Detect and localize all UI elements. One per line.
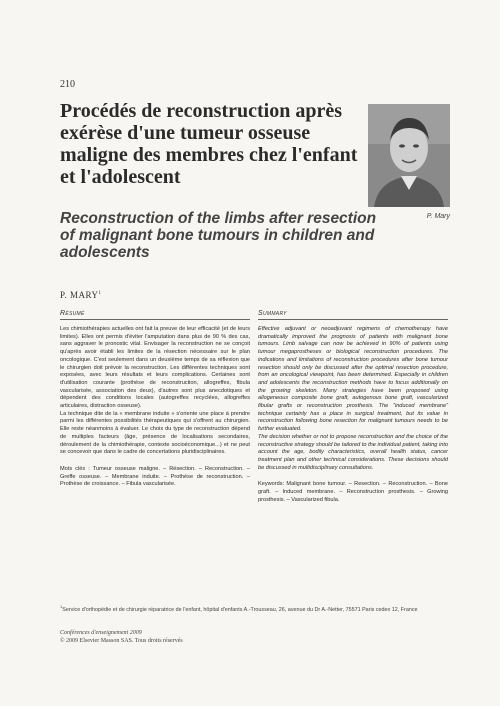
article-title-french: Procédés de reconstruction après exérèse d'une tumeur osseuse maligne des membres chez l'enfant et l'adolescent <box>60 100 358 188</box>
resume-paragraph: La technique dite de la « membrane induite » s'oriente une place à prendre parmi les différentes possibilités thérapeutiques qui s'offrent au chirurgien. Elle reste néanmoins à évaluer. Le choix du type de reconstruction dépend de multiples facteurs (âge, présence de localisations secondaires, déroulement de la chimiothérapie, contexte socioéconomique...) et ne peut se concevoir que dans le cadre de concertations pluridisciplinaires. <box>60 410 250 456</box>
affiliation-footnote <box>60 603 455 614</box>
resume-keywords: Mots clés : Tumeur osseuse maligne. – Résection. – Reconstruction. – Greffe osseuse. – Membrane induite. – Prothèse de reconstruction. – Prothèse de croissance. – Fibula vascularisée. <box>60 465 250 488</box>
summary-paragraph: The decision whether or not to propose reconstruction and the choice of the reconstructive strategy should be tailored to the individual patient, taking into account the age, bodily characteristics, overall health status, cancer treatment plan and other technical considerations. These decisions should be discussed in multidisciplinary consultations. <box>258 433 448 471</box>
summary-heading: Summary <box>258 310 448 320</box>
summary-column <box>258 326 448 504</box>
author-byline <box>60 290 102 300</box>
author-photo <box>368 104 450 207</box>
resume-heading: Résumé <box>60 310 250 320</box>
author-portrait-icon <box>368 104 450 207</box>
summary-keywords: Keywords: Malignant bone tumour. – Resection. – Reconstruction. – Bone graft. – Induced membrane. – Reconstruction prosthesis. – Growing prosthesis. – Vascularized fibula. <box>258 481 448 503</box>
affiliation-text: Service d'orthopédie et de chirurgie réparatrice de l'enfant, hôpital d'enfants A.-Trousseau, 26, avenue du Dr A.-Netter, 75571 Paris cedex 12, France <box>62 606 418 613</box>
summary-paragraph: Effective adjuvant or neoadjuvant regimens of chemotherapy have dramatically improved the prognosis of patients with malignant bone tumours. Limb salvage can now be achieved in 90% of patients using tumour megaprostheses or biological reconstruction procedures. The indications and limitations of reconstruction procedures after bone tumour resection should only be discussed after the optimal resection procedure, from an oncological viewpoint, has been determined. Especially in children and adolescents the reconstruction methods have to focus additionally on the growing skeleton. Many strategies have been proposed using allogeneous composite bone graft, autogenous bone graft, vascularized fibular grafts or reconstruction prosthesis. The “induced membrane” technique certainly has a place in surgical treatment, but its value in reconstruction following bone resection for malignant tumours needs to be further evaluated. <box>258 326 448 433</box>
journal-name: Conférences d'enseignement 2009 <box>60 630 142 636</box>
resume-column <box>60 326 250 489</box>
photo-caption: P. Mary <box>426 213 450 220</box>
author-name: P. MARY <box>60 290 99 300</box>
author-affiliation-mark: 1 <box>98 291 102 296</box>
resume-paragraph: Les chimiothérapies actuelles ont fait la preuve de leur efficacité (et de leurs limites). Elles ont permis d'éviter l'amputation dans plus de 90 % des cas, sans aggraver le pronostic vital. Envisager la reconstruction ne se conçoit qu'après avoir établi les limites de la résection nécessaire sur le plan oncologique. C'est seulement dans un deuxième temps de sa réflexion que le chirurgien doit prévoir la reconstruction. Les différentes techniques sont exposées, avec leurs résultats et leurs complications. Certaines sont d'utilisation courante (prothèse de reconstruction, allogreffes, fibula vascularisée, association des deux), d'autres sont plus anecdotiques et dépendent des conditions locales (autogreffes recyclées, allogreffes articulaires, distraction osseuse). <box>60 326 250 410</box>
article-title-english: Reconstruction of the limbs after resection of malignant bone tumours in children and adolescents <box>60 210 377 261</box>
affiliation-mark: 1 <box>60 604 63 609</box>
page-number: 210 <box>60 79 75 90</box>
copyright-notice: © 2009 Elsevier Masson SAS. Tous droits réservés <box>60 638 183 644</box>
